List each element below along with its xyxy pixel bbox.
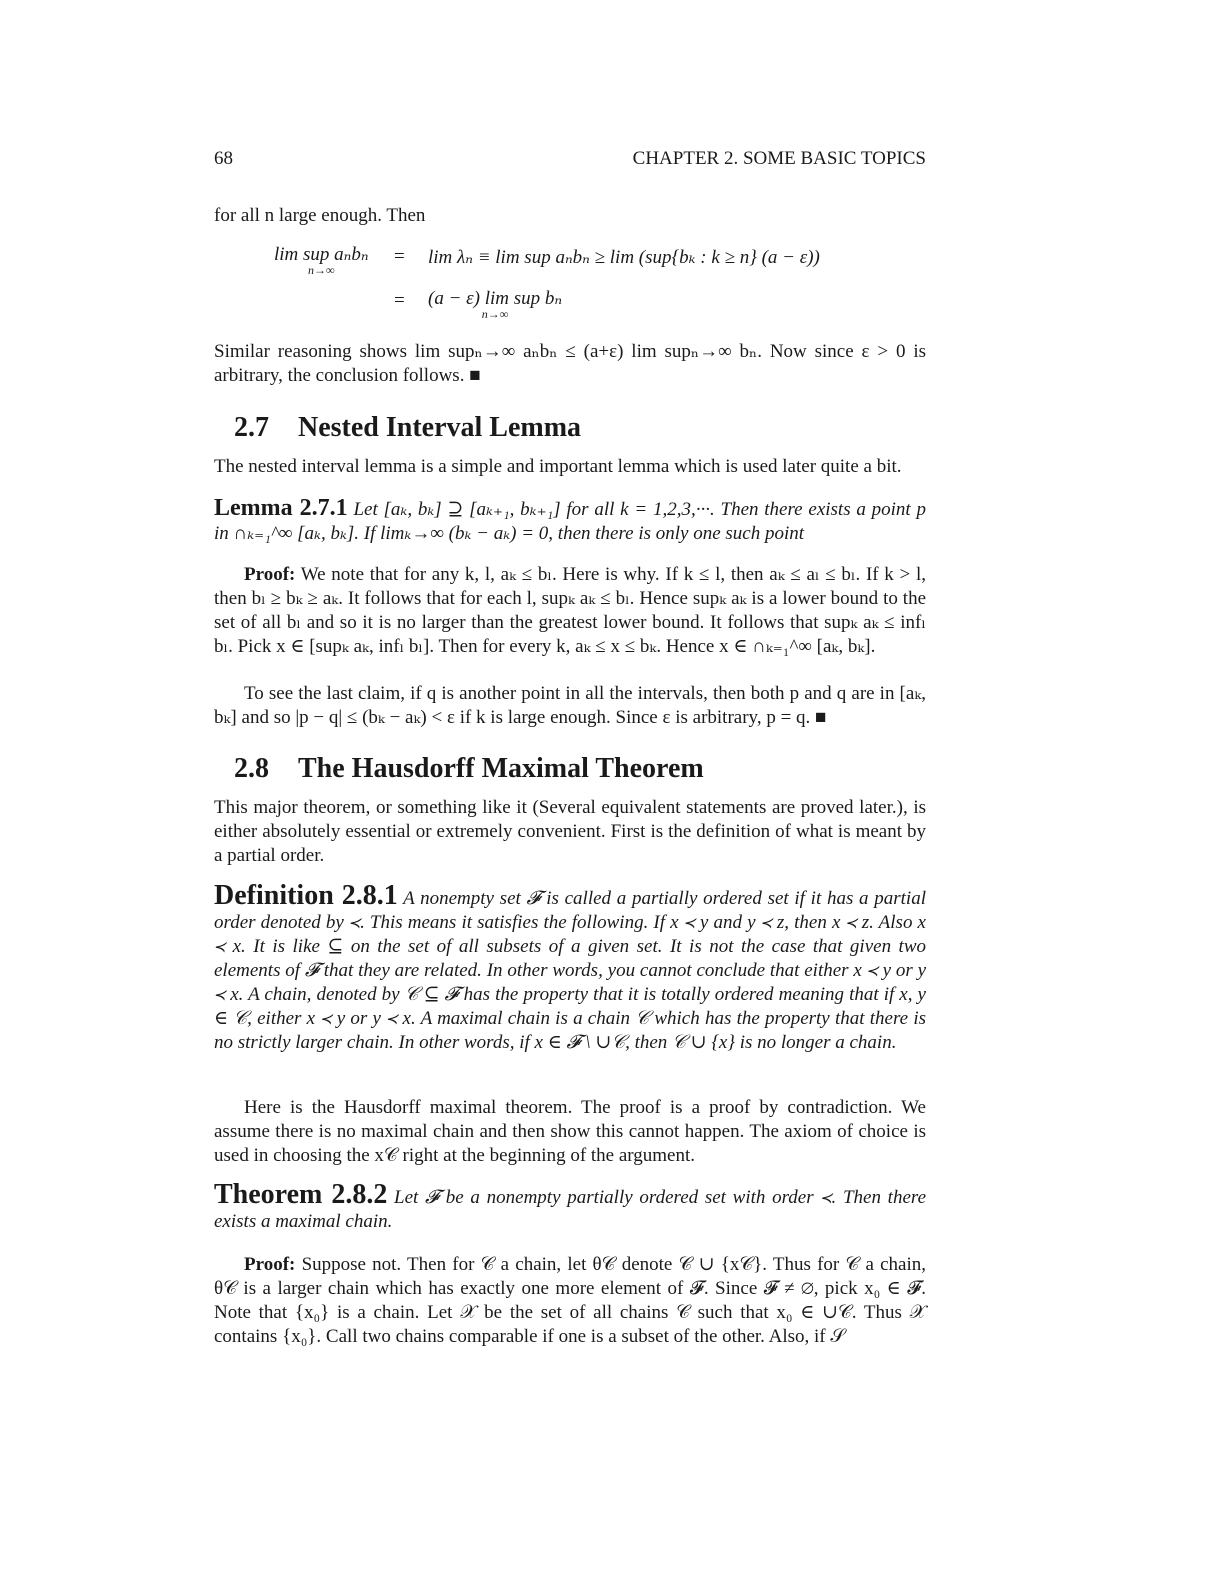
proof-body: Suppose not. Then for 𝒞 a chain, let θ𝒞 denote 𝒞 ∪ {x𝒞}. Thus for 𝒞 a chain, θ𝒞 is a larger chain which has exactly one more element of 𝓕. Since 𝓕 ≠ ∅, pick x₀ ∈ 𝓕. Note that {x₀} is a chain. Let 𝒳 be the set of all chains 𝒞 such that x₀ ∈ ∪𝒞. Thus 𝒳 contains {x₀}. Call two chains comparable if one is a subset of the other. Also, if 𝒮 bbox=[214, 1254, 926, 1347]
section-number: 2.8 bbox=[234, 753, 269, 784]
paragraph-nested-intro: The nested interval lemma is a simple and important lemma which is used later quite a bit. bbox=[214, 456, 902, 477]
paragraph-hausdorff-intro: Here is the Hausdorff maximal theorem. The proof is a proof by contradiction. We assume there is no maximal chain and then show this cannot happen. The axiom of choice is used in choosing the x𝒞 right at the beginning of the argument. bbox=[214, 1097, 926, 1166]
equation-lhs: lim sup aₙbₙ n→∞ bbox=[274, 244, 369, 277]
proof-label: Proof: bbox=[244, 564, 296, 585]
proof-lemma-last-claim: To see the last claim, if q is another point in all the intervals, then both p and q are in [aₖ, bₖ] and so |p − q| ≤ (bₖ − aₖ) < ε if k is large enough. Since ε is arbitrary, p = q. ■ bbox=[214, 683, 926, 728]
chapter-title: CHAPTER 2. SOME BASIC TOPICS bbox=[632, 148, 926, 169]
theorem-statement: Let 𝓕 be a nonempty partially ordered set with order ≺. Then there exists a maximal chain. bbox=[214, 1187, 927, 1232]
definition-heading: Definition 2.8.1 bbox=[214, 880, 398, 911]
section-title: The Hausdorff Maximal Theorem bbox=[298, 753, 704, 784]
equation-rhs-2: (a − ε) lim sup bₙ n→∞ bbox=[428, 288, 563, 321]
proof-label: Proof: bbox=[244, 1254, 296, 1275]
lemma-statement: Let [aₖ, bₖ] ⊇ [aₖ₊₁, bₖ₊₁] for all k = 1,2,3,···. Then there exists a point p in ∩ₖ₌₁^∞ [aₖ, bₖ]. If limₖ→∞ (bₖ − aₖ) = 0, then there is only one such point bbox=[214, 499, 926, 544]
section-heading-2-7 bbox=[234, 411, 581, 445]
lemma-2-7-1 bbox=[214, 496, 926, 546]
intro-line: for all n large enough. Then bbox=[214, 205, 426, 226]
equals-sign-2: = bbox=[394, 290, 405, 311]
proof-theorem bbox=[214, 1253, 926, 1349]
definition-2-8-1 bbox=[214, 880, 926, 1055]
page-number: 68 bbox=[214, 148, 233, 169]
running-header bbox=[214, 148, 926, 170]
section-heading-2-8 bbox=[234, 752, 704, 786]
proof-lemma bbox=[214, 563, 926, 659]
equals-sign: = bbox=[394, 246, 405, 267]
paragraph-similar-reasoning: Similar reasoning shows lim supₙ→∞ aₙbₙ ≤ (a+ε) lim supₙ→∞ bₙ. Now since ε > 0 is arbitrary, the conclusion follows. ■ bbox=[214, 341, 926, 386]
lemma-heading: Lemma 2.7.1 bbox=[214, 495, 348, 521]
theorem-2-8-2 bbox=[214, 1179, 927, 1234]
equation-row-1 bbox=[270, 246, 890, 290]
section-title: Nested Interval Lemma bbox=[298, 412, 582, 443]
theorem-heading: Theorem 2.8.2 bbox=[214, 1179, 388, 1210]
section-number: 2.7 bbox=[234, 412, 269, 443]
display-equation bbox=[270, 246, 890, 334]
paragraph-major-theorem: This major theorem, or something like it (Several equivalent statements are proved later.), is either absolutely essential or extremely convenient. First is the definition of what is meant by a partial order. bbox=[214, 797, 926, 866]
equation-rhs-1: lim λₙ ≡ lim sup aₙbₙ ≥ lim (sup{bₖ : k ≥ n} (a − ε)) bbox=[428, 247, 820, 268]
definition-statement: A nonempty set 𝓕 is called a partially ordered set if it has a partial order denoted by ≺. This means it satisfies the following. If x ≺ y and y ≺ z, then x ≺ z. Also x ≺ x. It is like ⊆ on the set of all subsets of a given set. It is not the case that given two elements of 𝓕 that they are related. In other words, you cannot conclude that either x ≺ y or y ≺ x. A chain, denoted by 𝒞 ⊆ 𝓕 has the property that it is totally ordered meaning that if x, y ∈ 𝒞, either x ≺ y or y ≺ x. A maximal chain is a chain 𝒞 which has the property that there is no strictly larger chain. In other words, if x ∈ 𝓕 \ ∪𝒞, then 𝒞 ∪ {x} is no longer a chain. bbox=[214, 888, 926, 1053]
equation-row-2 bbox=[270, 290, 890, 334]
proof-body: We note that for any k, l, aₖ ≤ bₗ. Here is why. If k ≤ l, then aₖ ≤ aₗ ≤ bₗ. If k > l, then bₗ ≥ bₖ ≥ aₖ. It follows that for each l, supₖ aₖ ≤ bₗ. Hence supₖ aₖ is a lower bound to the set of all bₗ and so it is no larger than the greatest lower bound. It follows that supₖ aₖ ≤ infₗ bₗ. Pick x ∈ [supₖ aₖ, infₗ bₗ]. Then for every k, aₖ ≤ x ≤ bₖ. Hence x ∈ ∩ₖ₌₁^∞ [aₖ, bₖ]. bbox=[214, 564, 926, 657]
